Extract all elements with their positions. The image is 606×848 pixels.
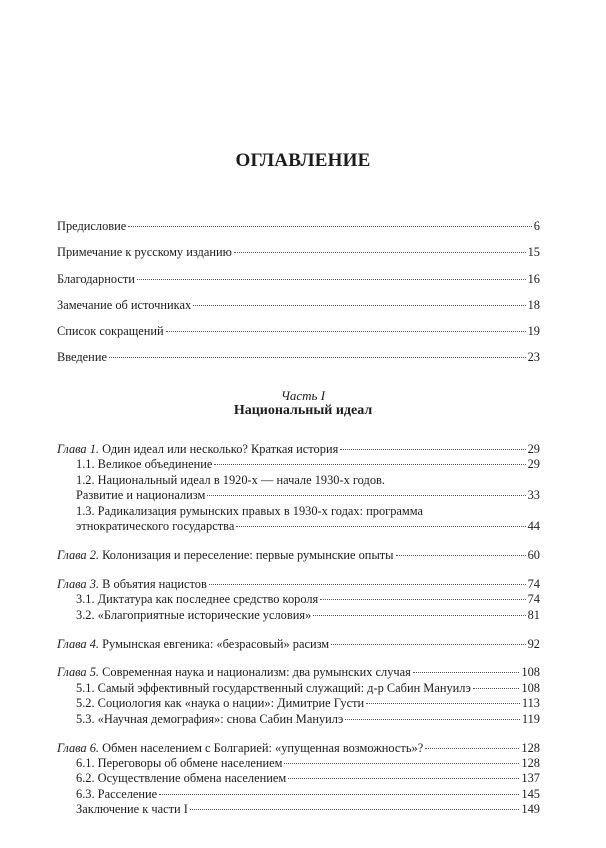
dot-leader xyxy=(207,485,525,496)
section-page: 145 xyxy=(521,786,540,801)
chapter-number: Глава 6. xyxy=(57,740,100,755)
chapter-page: 128 xyxy=(521,740,540,755)
chapter-heading xyxy=(57,637,329,652)
section-title: 6.2. Осуществление обмена населением xyxy=(76,771,287,786)
toc-entry xyxy=(57,272,540,287)
dot-leader xyxy=(413,662,520,673)
section-title: 6.3. Расселение xyxy=(76,786,158,801)
chapter-heading xyxy=(57,665,411,680)
section-entry xyxy=(57,712,540,727)
dot-leader xyxy=(340,439,525,450)
chapter-block xyxy=(57,548,540,563)
section-title: 1.3. Радикализация румынских правых в 1930-х годах: программа xyxy=(76,503,424,518)
section-page: 113 xyxy=(521,696,540,711)
chapter-block xyxy=(57,442,540,534)
chapter-title: Один идеал или несколько? Краткая история xyxy=(102,442,339,456)
toc-entry-page: 19 xyxy=(527,324,540,339)
toc-entry-label: Введение xyxy=(57,350,107,365)
toc-entry-label: Примечание к русскому изданию xyxy=(57,245,232,260)
section-title: Заключение к части I xyxy=(76,802,188,817)
dot-leader xyxy=(331,634,525,645)
dot-leader xyxy=(320,589,525,600)
chapter-number: Глава 1. xyxy=(57,442,100,456)
dot-leader xyxy=(473,678,520,689)
section-entry xyxy=(57,802,540,817)
dot-leader xyxy=(288,768,519,779)
section-page: 128 xyxy=(521,756,540,770)
toc-entry xyxy=(57,219,540,234)
dot-leader xyxy=(166,321,526,332)
chapter-page: 108 xyxy=(521,665,540,680)
section-title: 1.1. Великое объединение xyxy=(76,457,213,472)
dot-leader xyxy=(159,784,519,795)
section-entry xyxy=(57,457,540,472)
section-title: 5.3. «Научная демография»: снова Сабин Мануилэ xyxy=(76,711,344,726)
chapter-title: Колонизация и переселение: первые румынские опыты xyxy=(102,547,394,562)
toc-entry-page: 23 xyxy=(527,350,540,365)
section-title-continued: Развитие и национализм xyxy=(76,488,206,503)
toc-entry-label: Благодарности xyxy=(57,271,135,286)
toc-entry-page: 6 xyxy=(533,219,540,233)
chapter-number: Глава 3. xyxy=(57,576,100,591)
dot-leader xyxy=(236,516,525,527)
chapter-heading xyxy=(57,548,394,563)
dot-leader xyxy=(193,295,525,306)
chapter-title: В объятия нацистов xyxy=(102,576,207,591)
chapter-number: Глава 2. xyxy=(57,547,100,562)
section-page: 29 xyxy=(527,457,540,472)
section-entry xyxy=(57,519,540,534)
toc-entry xyxy=(57,324,540,339)
toc-entry xyxy=(57,350,540,365)
chapter-block xyxy=(57,637,540,652)
part-title: Национальный идеал xyxy=(233,403,373,418)
chapter-title: Обмен населением с Болгарией: «упущенная возможность»? xyxy=(102,740,424,755)
section-page: 81 xyxy=(527,607,540,622)
chapter-entry xyxy=(57,665,540,680)
section-title: 5.2. Социология как «наука о нации»: Димитрие Густи xyxy=(76,696,365,711)
chapter-title: Современная наука и национализм: два румынских случая xyxy=(102,665,411,680)
chapter-entry xyxy=(57,637,540,652)
chapter-number: Глава 5. xyxy=(57,665,100,680)
section-title: 1.2. Национальный идеал в 1920-х — начале 1930-х годов. xyxy=(76,472,385,487)
toc-entry-label: Список сокращений xyxy=(57,324,164,339)
dot-leader xyxy=(128,216,532,227)
chapter-block xyxy=(57,665,540,727)
page-title: ОГЛАВЛЕНИЕ xyxy=(235,150,371,171)
chapter-entry xyxy=(57,548,540,563)
chapter-page: 92 xyxy=(527,636,540,651)
chapter-page: 60 xyxy=(527,547,540,562)
section-title: 3.2. «Благоприятные исторические условия» xyxy=(76,607,312,622)
section-title-continued: этнократического государства xyxy=(76,519,235,534)
section-page: 33 xyxy=(527,488,540,503)
dot-leader xyxy=(109,347,526,358)
dot-leader xyxy=(396,545,526,556)
dot-leader xyxy=(190,799,520,810)
chapter-page: 74 xyxy=(527,576,540,591)
dot-leader xyxy=(313,605,525,616)
section-title: 5.1. Самый эффективный государственный служащий: д-р Сабин Мануилэ xyxy=(76,680,471,695)
section-page: 74 xyxy=(527,592,540,607)
toc-entry xyxy=(57,245,540,260)
chapter-page: 29 xyxy=(527,442,540,456)
chapter-list xyxy=(57,442,540,831)
chapter-block xyxy=(57,577,540,623)
dot-leader xyxy=(345,709,520,720)
section-title: 6.1. Переговоры об обмене населением xyxy=(76,756,283,770)
dot-leader xyxy=(366,693,520,704)
dot-leader xyxy=(137,269,526,280)
toc-entry-label: Предисловие xyxy=(57,219,127,233)
section-page: 119 xyxy=(521,711,540,726)
toc-entry-label: Замечание об источниках xyxy=(57,297,192,312)
section-entry xyxy=(57,608,540,623)
front-matter-list xyxy=(57,219,540,377)
dot-leader xyxy=(214,454,525,465)
section-page: 137 xyxy=(521,771,540,786)
dot-leader xyxy=(284,753,519,764)
chapter-title: Румынская евгеника: «безрасовый» расизм xyxy=(102,636,330,651)
toc-entry xyxy=(57,298,540,313)
section-page: 149 xyxy=(521,802,540,817)
dot-leader xyxy=(234,242,526,253)
toc-entry-page: 18 xyxy=(527,297,540,312)
section-entry xyxy=(57,488,540,503)
chapter-block xyxy=(57,741,540,818)
toc-entry-page: 15 xyxy=(527,245,540,260)
chapter-heading xyxy=(57,577,207,592)
chapter-number: Глава 4. xyxy=(57,636,100,651)
dot-leader xyxy=(209,574,526,585)
dot-leader xyxy=(425,738,519,749)
section-title: 3.1. Диктатура как последнее средство короля xyxy=(76,592,319,607)
section-page: 108 xyxy=(521,680,540,695)
toc-entry-page: 16 xyxy=(527,271,540,286)
section-page: 44 xyxy=(527,519,540,534)
part-label: Часть I xyxy=(280,388,326,403)
